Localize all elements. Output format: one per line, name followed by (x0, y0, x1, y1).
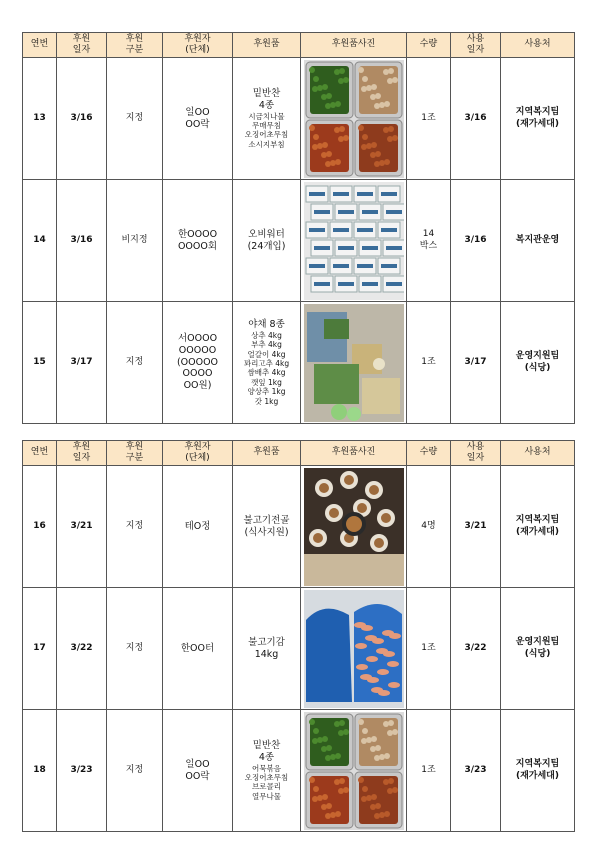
use-date: 3/22 (451, 588, 501, 710)
meat-in-blue-bags-image (304, 590, 404, 708)
usage-place (501, 58, 575, 180)
table-row (23, 466, 575, 588)
header-label: 후원품사진 (331, 39, 376, 50)
use-date: 3/23 (451, 710, 501, 832)
header-type (107, 33, 163, 58)
row-number: 13 (23, 58, 57, 180)
item-detail-line: 양상추 1kg (247, 387, 286, 397)
header-use (501, 33, 575, 58)
header-item (233, 33, 301, 58)
item-line: 불고기감 (248, 636, 285, 648)
item-photo (301, 588, 407, 710)
item-detail-line: 브로콜리 (252, 782, 281, 792)
item-photo (301, 466, 407, 588)
row-number: 15 (23, 302, 57, 424)
table-header-row (23, 441, 575, 466)
use-date: 3/16 (451, 180, 501, 302)
header-label: (단체) (185, 45, 210, 55)
donor-name (163, 466, 233, 588)
item-detail-line: 오징어초무침 (244, 773, 289, 782)
item-detail-line: 소시지부침 (248, 139, 285, 149)
header-label: 연번 (30, 447, 49, 458)
header-label: 수량 (419, 39, 438, 50)
item-detail-line: 얼갈이 4kg (247, 349, 286, 359)
donation-type: 비지정 (107, 180, 163, 302)
vegetable-bags-image (304, 304, 404, 422)
header-label: 수량 (419, 447, 438, 458)
header-label: 후원품 (253, 39, 280, 50)
item-line: 4종 (258, 99, 275, 111)
usage-line: 복지관운영 (515, 234, 560, 245)
header-use (501, 441, 575, 466)
header-label: 일자 (72, 45, 91, 55)
header-donor (163, 441, 233, 466)
use-date: 3/16 (451, 58, 501, 180)
donor-line: 한OO터 (180, 642, 215, 654)
item-detail-line: 무매무침 (252, 121, 281, 130)
header-use-date (451, 33, 501, 58)
donated-item (233, 302, 301, 424)
donor-line: 한OOOO (177, 228, 218, 240)
quantity-line: 1조 (421, 642, 436, 653)
header-label: 사용 (466, 33, 485, 44)
item-line: (식사지원) (244, 526, 289, 538)
usage-line: 지역복지팀 (515, 759, 560, 770)
quantity (407, 710, 451, 832)
item-detail-line: 오징어초무침 (244, 130, 289, 140)
side-dishes-4-trays-image (304, 712, 404, 830)
table-row (23, 180, 575, 302)
header-label: 후원 (125, 441, 144, 452)
item-line: 불고기전골 (243, 514, 290, 526)
item-line: 밑반찬 (252, 739, 281, 751)
header-donor (163, 33, 233, 58)
donation-date: 3/16 (57, 58, 107, 180)
header-label: 구분 (125, 45, 144, 55)
header-label: 구분 (125, 453, 144, 463)
item-line: (24개입) (247, 240, 286, 252)
item-photo (301, 302, 407, 424)
quantity (407, 466, 451, 588)
donated-item (233, 58, 301, 180)
donation-table-2 (22, 440, 575, 832)
bottled-water-boxes-image (304, 182, 404, 300)
donor-line: OOOO회 (177, 240, 218, 252)
quantity (407, 588, 451, 710)
side-dishes-4-trays-image (304, 60, 404, 178)
usage-line: (재가세대) (515, 118, 559, 129)
item-detail-line: 꽈리고추 4kg (243, 359, 290, 369)
quantity-line: 1조 (421, 764, 436, 775)
donation-table-1 (22, 32, 575, 424)
usage-place (501, 180, 575, 302)
item-photo (301, 58, 407, 180)
header-no (23, 441, 57, 466)
row-number: 18 (23, 710, 57, 832)
usage-place (501, 466, 575, 588)
row-number: 16 (23, 466, 57, 588)
donor-name (163, 588, 233, 710)
donation-date: 3/23 (57, 710, 107, 832)
donation-type: 지정 (107, 302, 163, 424)
table-header-row (23, 33, 575, 58)
donor-line: OOOOO (178, 344, 217, 356)
quantity-line: 1조 (421, 356, 436, 367)
quantity-line: 14 (422, 229, 435, 240)
usage-line: (재가세대) (515, 770, 559, 781)
item-line: 야채 8종 (248, 319, 285, 331)
donation-date: 3/17 (57, 302, 107, 424)
header-label: 사용 (466, 441, 485, 452)
usage-line: 운영지원팀 (515, 351, 560, 362)
usage-line: 운영지원팀 (515, 637, 560, 648)
donor-name (163, 710, 233, 832)
table-row (23, 710, 575, 832)
header-label: 일자 (72, 453, 91, 463)
header-label: 사용처 (524, 39, 551, 50)
header-label: 후원품사진 (331, 447, 376, 458)
usage-line: (식당) (524, 362, 551, 373)
quantity-line: 1조 (421, 112, 436, 123)
header-label: 연번 (30, 39, 49, 50)
row-number: 17 (23, 588, 57, 710)
table-row (23, 588, 575, 710)
header-use-date (451, 441, 501, 466)
table-row (23, 302, 575, 424)
header-label: (단체) (185, 453, 210, 463)
quantity (407, 180, 451, 302)
donor-name (163, 302, 233, 424)
header-label: 일자 (466, 453, 485, 463)
header-qty (407, 33, 451, 58)
quantity (407, 58, 451, 180)
donated-item (233, 710, 301, 832)
usage-place (501, 710, 575, 832)
header-type (107, 441, 163, 466)
donation-date: 3/22 (57, 588, 107, 710)
header-photo (301, 441, 407, 466)
row-number: 14 (23, 180, 57, 302)
item-detail-line: 시금치나물 (248, 111, 285, 121)
donation-date: 3/16 (57, 180, 107, 302)
header-label: 후원자 (184, 441, 211, 452)
header-photo (301, 33, 407, 58)
item-photo (301, 710, 407, 832)
usage-place (501, 302, 575, 424)
header-label: 후원품 (253, 447, 280, 458)
table-row (23, 58, 575, 180)
item-detail-line: 갓 1kg (254, 396, 279, 406)
header-label: 후원 (72, 441, 91, 452)
item-detail-line: 부추 4kg (251, 340, 282, 350)
usage-line: 지역복지팀 (515, 107, 560, 118)
donor-line: 테O정 (184, 520, 211, 532)
header-label: 후원자 (184, 33, 211, 44)
item-detail-line: 깻잎 1kg (251, 377, 282, 387)
donation-type: 지정 (107, 710, 163, 832)
donor-line: (OOOOO (176, 356, 219, 368)
item-line: 오비워터 (248, 228, 285, 240)
use-date: 3/17 (451, 302, 501, 424)
donor-line: 일OO (185, 106, 210, 118)
donated-item (233, 466, 301, 588)
donor-name (163, 180, 233, 302)
header-qty (407, 441, 451, 466)
donor-line: 일OO (185, 758, 210, 770)
donation-type: 지정 (107, 466, 163, 588)
meal-table-image (304, 468, 404, 586)
item-line: 4종 (258, 751, 275, 763)
donor-line: OO락 (185, 118, 210, 130)
donation-type: 지정 (107, 58, 163, 180)
header-label: 후원 (72, 33, 91, 44)
usage-line: (식당) (524, 648, 551, 659)
donated-item (233, 588, 301, 710)
donor-line: OO락 (185, 770, 210, 782)
header-date (57, 33, 107, 58)
item-line: 14kg (254, 648, 279, 660)
usage-line: 지역복지팀 (515, 515, 560, 526)
quantity-line: 4명 (421, 520, 436, 531)
donated-item (233, 180, 301, 302)
item-line: 밑반찬 (252, 87, 281, 99)
header-date (57, 441, 107, 466)
usage-place (501, 588, 575, 710)
donor-line: 서OOOO (177, 332, 218, 344)
header-label: 후원 (125, 33, 144, 44)
usage-line: (재가세대) (515, 526, 559, 537)
item-photo (301, 180, 407, 302)
header-item (233, 441, 301, 466)
donor-line: OO원) (183, 380, 212, 392)
header-label: 사용처 (524, 447, 551, 458)
item-detail-line: 열무나물 (252, 791, 281, 801)
item-detail-line: 상추 4kg (251, 330, 282, 340)
quantity-line: 박스 (419, 240, 438, 251)
donor-name (163, 58, 233, 180)
header-label: 일자 (466, 45, 485, 55)
quantity (407, 302, 451, 424)
header-no (23, 33, 57, 58)
donor-line: OOOO (182, 368, 213, 380)
item-detail-line: 어묵볶음 (252, 763, 281, 773)
use-date: 3/21 (451, 466, 501, 588)
donation-date: 3/21 (57, 466, 107, 588)
donation-type: 지정 (107, 588, 163, 710)
item-detail-line: 쌈배추 4kg (247, 368, 286, 378)
